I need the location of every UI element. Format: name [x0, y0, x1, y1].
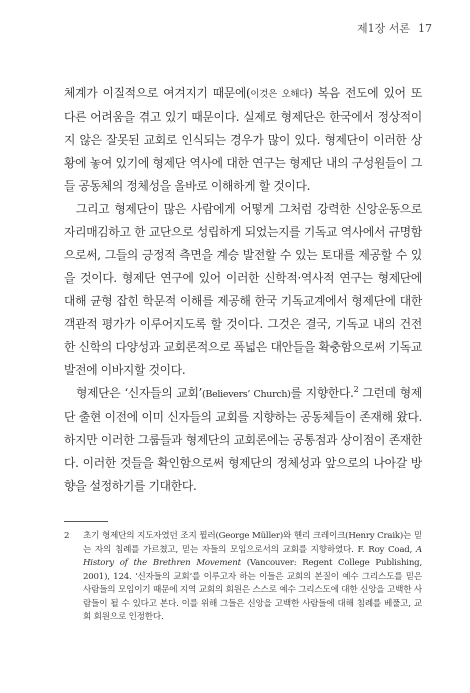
footnote-text-b: (Vancouver: Regent College Publishing, 2001), 124. ‘신자들의 교회’를 이루고자 하는 이들은 교회의 본질이 예수 그리스도를 믿은 사람들의 모임이기 때문에 지역 교회의 회원은 스스로 예수 그리스도에 대한 신앙을 고백한 사람들이 될 수 있다고 본다. 이를 위해 그들은 신앙을 고백한 사람들에 대해 침례를 베풀고, 교회 회원으로 인정한다. — [83, 558, 422, 622]
paragraph-2: 그리고 형제단이 많은 사람에게 어떻게 그처럼 강력한 신앙운동으로 자리매김하고 한 교단으로 성립하게 되었는지를 기독교 역사에서 규명함으로써, 그들의 긍정적 측면을 계승 발전할 수 있는 토대를 제공할 수 있을 것이다. 형제단 연구에 있어 이러한 신학적·역사적 연구는 형제단에 대해 균형 잡힌 학문적 이해를 제공해 한국 기독교계에서 형제단에 대한 객관적 평가가 이루어지도록 할 것이다. 그것은 결국, 기독교 내의 건전한 신학의 다양성과 교회론적으로 폭넓은 대안들을 확충함으로써 기독교 발전에 이바지할 것이다. — [64, 202, 422, 377]
running-title: 제1장 서론 — [357, 22, 410, 35]
paragraph-3-text-c: 그런데 형제단 출현 이전에 이미 신자들의 교회를 지향하는 공동체들이 존재해 왔다. 하지만 이러한 그룹들과 형제단의 교회론에는 공통점과 상이점이 존재한다. 이러한 것들을 확인함으로써 형제단의 정체성과 앞으로의 나아갈 방향을 설정하기를 기대한다. — [64, 386, 422, 493]
footnote-number: 2 — [64, 531, 70, 541]
paragraph-1-text-a: 체계가 이질적으로 여겨지기 때문에( — [64, 86, 251, 100]
footnote-text-a: 초기 형제단의 지도자였던 조지 뮐러(George Müller)와 헨리 크레이크(Henry Craik)는 믿는 자의 침례를 가르쳤고, 믿는 자들의 모임으로서의 교회를 지향하였다. F. Roy Coad, — [83, 531, 422, 555]
running-header — [357, 20, 432, 36]
paragraph-3 — [64, 382, 422, 498]
footnote — [64, 530, 422, 625]
paragraph-3-text-b: 를 지향한다. — [290, 386, 354, 400]
paragraph-3-text-a: 형제단은 ‘신자들의 교회’ — [76, 386, 202, 400]
page-number: 17 — [418, 22, 432, 35]
paragraph-1-text-b: ) 복음 전도에 있어 또 다른 어려움을 겪고 있기 때문이다. 실제로 형제단은 한국에서 정상적이지 않은 잘못된 교회로 인식되는 경우가 많이 있다. 형제단이 이러한 상황에 놓여 있기에 형제단 역사에 대한 연구는 형제단 내의 구성원들이 그들 공동체의 정체성을 올바로 이해하게 할 것이다. — [64, 86, 423, 193]
footnote-book-title: A History of the Brethren Movement — [83, 544, 422, 568]
footnote-divider — [64, 521, 108, 522]
body-text — [64, 82, 422, 498]
paragraph-3-english-term: (Believers’ Church) — [202, 389, 291, 400]
paragraph-1-aside: 이것은 오해다 — [250, 89, 309, 100]
footnote-reference[interactable]: 2 — [353, 385, 359, 395]
paragraph-1 — [64, 82, 422, 198]
footnote-text — [83, 530, 422, 625]
